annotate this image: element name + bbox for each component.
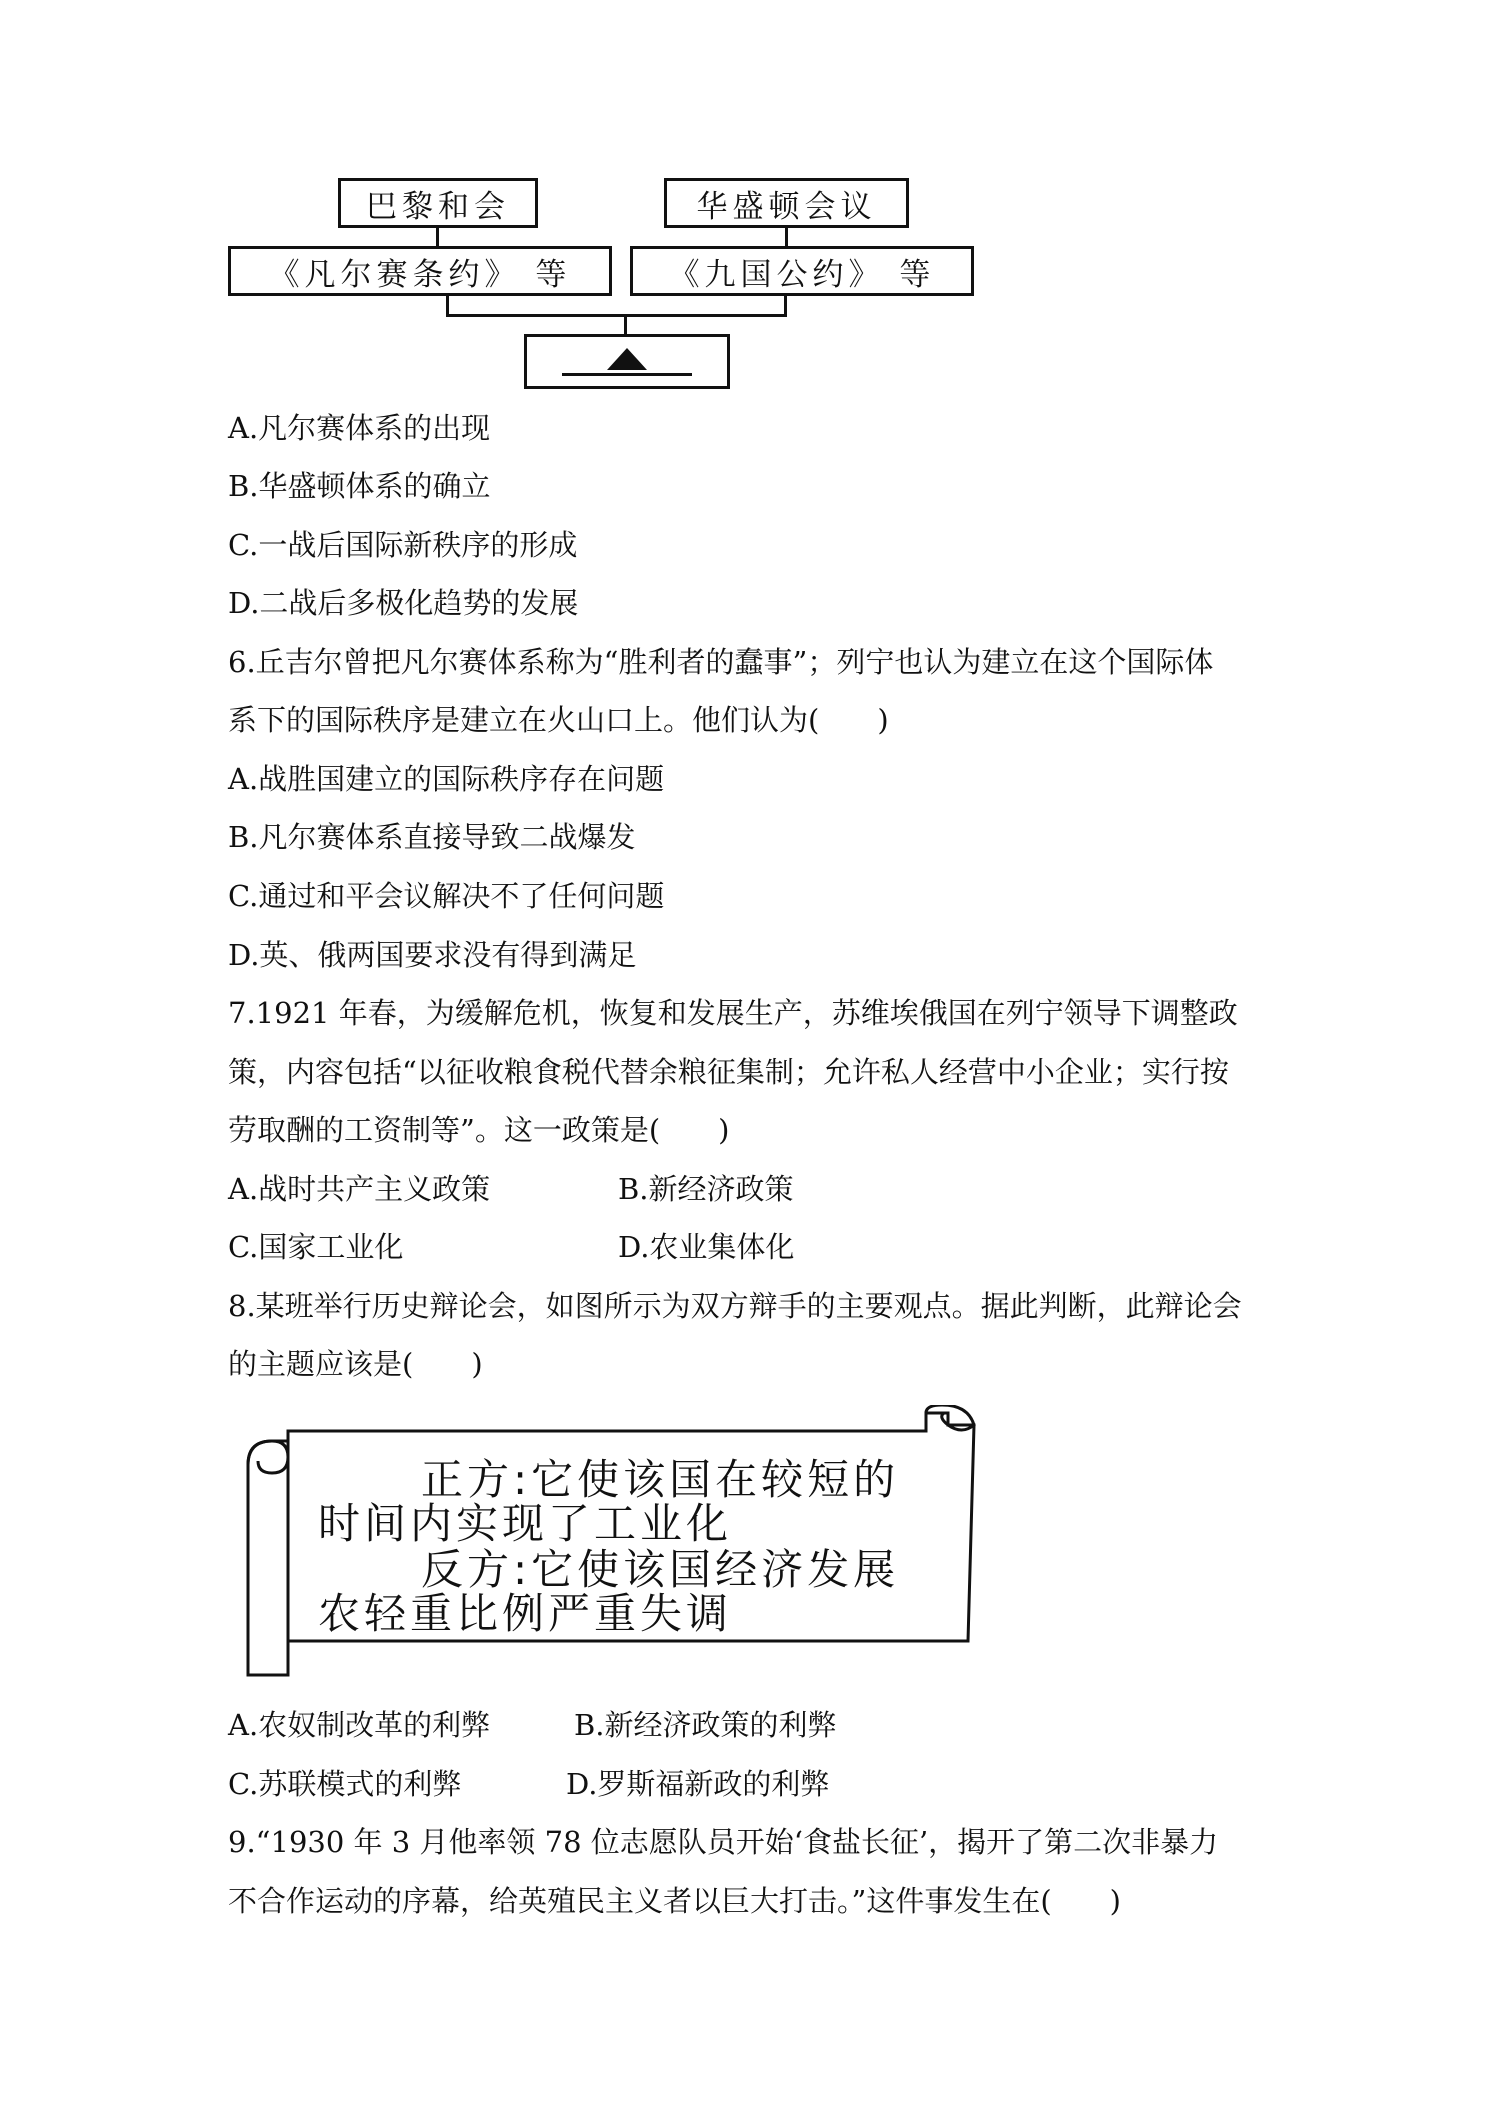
treaty-diagram <box>228 178 978 393</box>
q8-option-b: B.新经济政策的利弊 <box>574 1708 837 1742</box>
triangle-marker <box>562 348 692 376</box>
q6-option-d: D.英、俄两国要求没有得到满足 <box>228 938 637 972</box>
q6-option-c: C.通过和平会议解决不了任何问题 <box>228 879 665 913</box>
q8-option-a: A.农奴制改革的利弊 <box>228 1708 491 1742</box>
q6-stem-line2: 系下的国际秩序是建立在火山口上。他们认为( ) <box>228 703 889 737</box>
connector-left-down <box>446 296 449 316</box>
q5-option-b: B.华盛顿体系的确立 <box>228 469 491 503</box>
connector-left-vertical <box>436 228 439 246</box>
q7-stem-line3: 劳取酬的工资制等”。这一政策是( ) <box>228 1113 730 1147</box>
scroll-line-affirmative-2: 时间内实现了工业化 <box>318 1499 733 1548</box>
scroll-line-affirmative-1: 正方:它使该国在较短的 <box>421 1455 900 1504</box>
blank-underline <box>562 373 692 376</box>
q7-option-c: C.国家工业化 <box>228 1230 404 1264</box>
box-washington-conference: 华盛顿会议 <box>664 178 909 228</box>
box-versailles-treaty: 《凡尔赛条约》 等 <box>228 246 612 296</box>
q8-option-d: D.罗斯福新政的利弊 <box>566 1767 830 1801</box>
connector-horizontal <box>446 314 787 317</box>
scroll-line-negative-1: 反方:它使该国经济发展 <box>421 1545 900 1594</box>
debate-scroll <box>226 1405 1006 1680</box>
q5-option-a: A.凡尔赛体系的出现 <box>228 411 491 445</box>
box-answer-blank <box>524 334 730 389</box>
connector-center-down <box>624 314 627 334</box>
box-nine-power-treaty: 《九国公约》 等 <box>630 246 974 296</box>
q8-stem-line1: 8.某班举行历史辩论会，如图所示为双方辩手的主要观点。据此判断，此辩论会 <box>228 1289 1242 1323</box>
q7-option-a: A.战时共产主义政策 <box>228 1172 491 1206</box>
q8-stem-line2: 的主题应该是( ) <box>228 1347 483 1381</box>
q7-stem-line2: 策，内容包括“以征收粮食税代替余粮征集制；允许私人经营中小企业；实行按 <box>228 1055 1229 1089</box>
q6-option-a: A.战胜国建立的国际秩序存在问题 <box>228 762 665 796</box>
q9-stem-line1: 9.“1930 年 3 月他率领 78 位志愿队员开始‘食盐长征’，揭开了第二次非暴力 <box>228 1825 1219 1859</box>
q5-option-c: C.一战后国际新秩序的形成 <box>228 528 578 562</box>
scroll-line-negative-2: 农轻重比例严重失调 <box>318 1589 733 1638</box>
q8-option-c: C.苏联模式的利弊 <box>228 1767 462 1801</box>
triangle-icon <box>607 348 647 370</box>
q6-stem-line1: 6.丘吉尔曾把凡尔赛体系称为“胜利者的蠢事”；列宁也认为建立在这个国际体 <box>228 645 1214 679</box>
box-paris-conference: 巴黎和会 <box>338 178 538 228</box>
q6-option-b: B.凡尔赛体系直接导致二战爆发 <box>228 820 636 854</box>
connector-right-down <box>784 296 787 316</box>
q7-option-d: D.农业集体化 <box>618 1230 795 1264</box>
q9-stem-line2: 不合作运动的序幕，给英殖民主义者以巨大打击。”这件事发生在( ) <box>228 1884 1121 1918</box>
q7-option-b: B.新经济政策 <box>618 1172 794 1206</box>
connector-right-vertical <box>785 228 788 246</box>
q5-option-d: D.二战后多极化趋势的发展 <box>228 586 579 620</box>
q7-stem-line1: 7.1921 年春，为缓解危机，恢复和发展生产，苏维埃俄国在列宁领导下调整政 <box>228 996 1238 1030</box>
